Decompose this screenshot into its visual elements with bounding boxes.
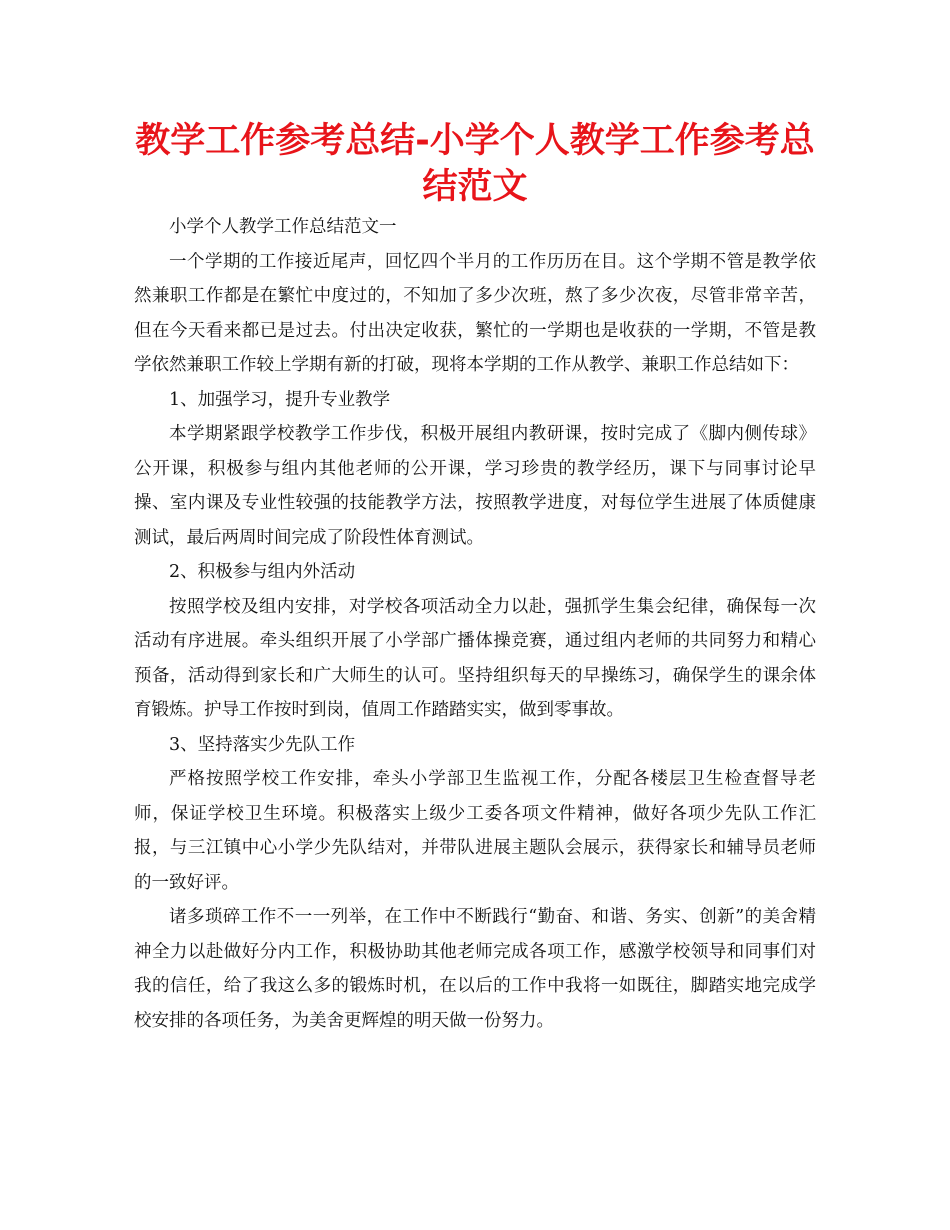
section-heading-2: 2、积极参与组内外活动 xyxy=(169,562,356,582)
paragraph-intro: 一个学期的工作接近尾声，回忆四个半月的工作历历在目。这个学期不管是教学依然兼职工作都是在繁忙中度过的，不知加了多少次班，熬了多少次夜，尽管非常辛苦，但在今天看来都已是过去。付出决定收获，繁忙的一学期也是收获的一学期，不管是教学依然兼职工作较上学期有新的打破，现将本学期的工作从教学、兼职工作总结如下： xyxy=(134,251,816,375)
paragraph-section-2: 按照学校及组内安排，对学校各项活动全力以赴，强抓学生集会纪律，确保每一次活动有序进展。牵头组织开展了小学部广播体操竞赛，通过组内老师的共同努力和精心预备，活动得到家长和广大师生的认可。坚持组织每天的早操练习，确保学生的课余体育锻炼。护导工作按时到岗，值周工作踏踏实实，做到零事故。 xyxy=(134,596,816,720)
paragraph-conclusion: 诸多琐碎工作不一一列举，在工作中不断践行“勤奋、和谐、务实、创新”的美舍精神全力以赴做好分内工作，积极协助其他老师完成各项工作，感激学校领导和同事们对我的信任，给了我这么多的锻炼时机，在以后的工作中我将一如既往，脚踏实地完成学校安排的各项任务，为美舍更辉煌的明天做一份努力。 xyxy=(134,907,816,1031)
section-subtitle: 小学个人教学工作总结范文一 xyxy=(169,217,397,237)
paragraph-section-1: 本学期紧跟学校教学工作步伐，积极开展组内教研课，按时完成了《脚内侧传球》公开课，积极参与组内其他老师的公开课，学习珍贵的教学经历，课下与同事讨论早操、室内课及专业性较强的技能教学方法，按照教学进度，对每位学生进展了体质健康测试，最后两周时间完成了阶段性体育测试。 xyxy=(134,424,816,548)
section-heading-1: 1、加强学习，提升专业教学 xyxy=(169,389,391,410)
paragraph-section-3: 严格按照学校工作安排，牵头小学部卫生监视工作，分配各楼层卫生检查督导老师，保证学校卫生环境。积极落实上级少工委各项文件精神，做好各项少先队工作汇报，与三江镇中心小学少先队结对，并带队进展主题队会展示，获得家长和辅导员老师的一致好评。 xyxy=(134,769,816,893)
document-title: 教学工作参考总结-小学个人教学工作参考总结范文 xyxy=(135,121,815,207)
document-body xyxy=(134,210,816,1038)
section-heading-3: 3、坚持落实少先队工作 xyxy=(169,734,356,755)
